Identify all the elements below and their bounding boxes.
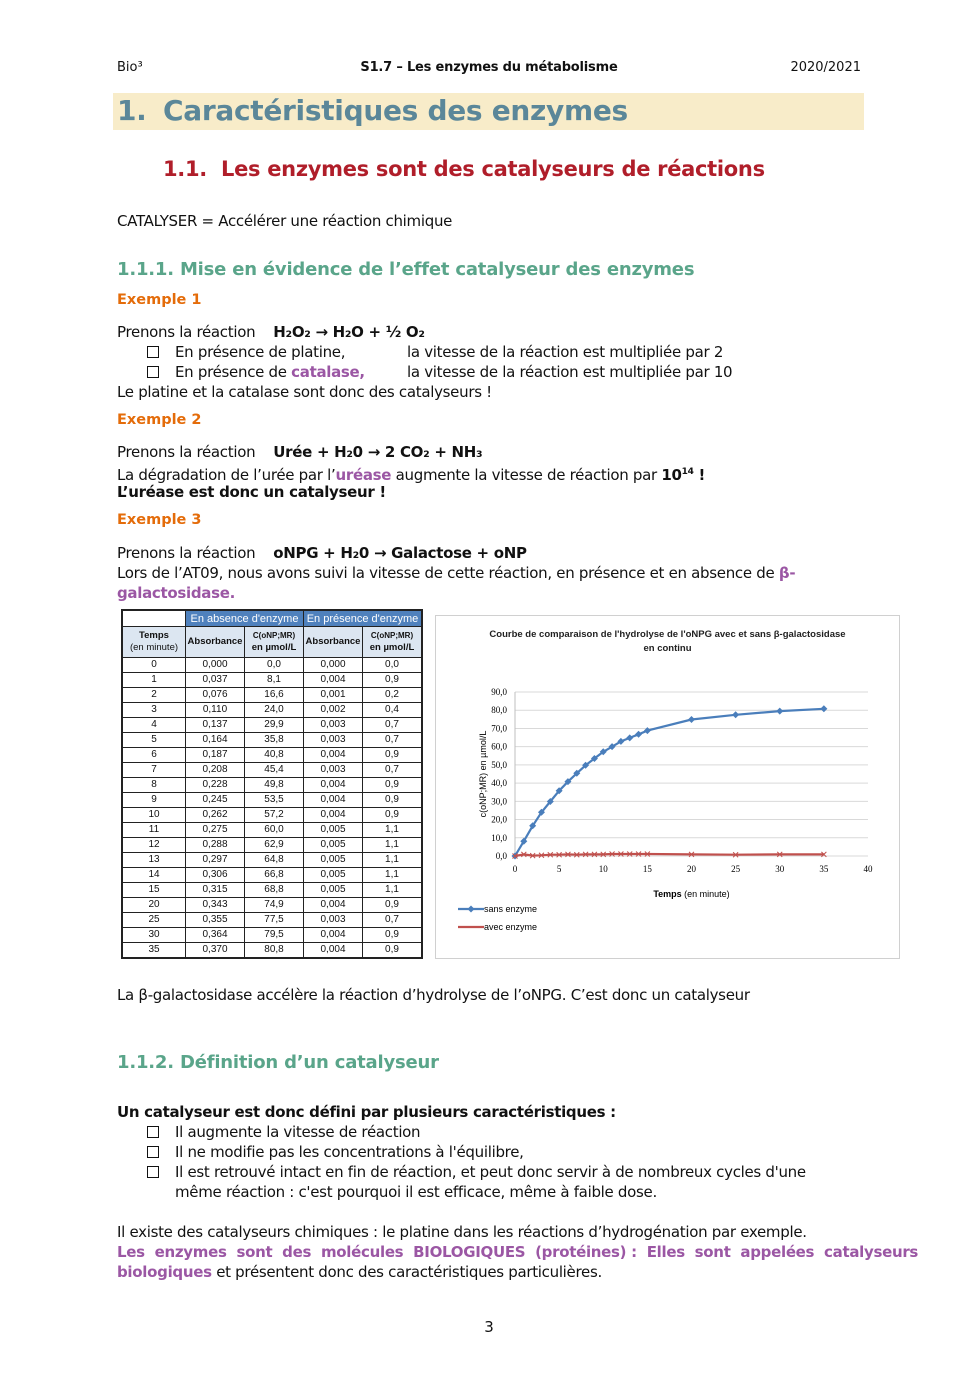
series-line-sans-enzyme — [515, 709, 824, 856]
table-cell: 0,005 — [304, 823, 363, 838]
table-cell: 0,005 — [304, 838, 363, 853]
legend-label: sans enzyme — [484, 904, 538, 914]
table-cell: 20 — [122, 898, 186, 913]
table-cell: 4 — [122, 718, 186, 733]
table-cell: 6 — [122, 748, 186, 763]
exemple-1-label: Exemple 1 — [117, 292, 202, 308]
table-cell: 0,004 — [304, 943, 363, 959]
x-tick-label: 35 — [819, 864, 829, 874]
table-cell: 1,1 — [363, 838, 423, 853]
exemple-1-bullet-1 — [117, 342, 723, 362]
y-tick-label: 90,0 — [491, 687, 507, 697]
y-tick-label: 40,0 — [491, 778, 507, 789]
table-cell: 8,1 — [245, 673, 304, 688]
x-tick-label: 40 — [863, 864, 873, 874]
col-header-time — [122, 627, 186, 658]
table-cell: 0,9 — [363, 793, 423, 808]
table-cell: 0,004 — [304, 928, 363, 943]
table-row — [122, 673, 422, 688]
table-cell: 40,8 — [245, 748, 304, 763]
table-cell: 0,275 — [186, 823, 245, 838]
col-header-absorbance: Absorbance — [304, 627, 363, 658]
table-cell: 0,245 — [186, 793, 245, 808]
data-point-marker — [776, 708, 783, 715]
table-cell: 66,8 — [245, 868, 304, 883]
exemple-3-reaction-line — [117, 543, 527, 563]
reaction-intro: Prenons la réaction — [117, 443, 256, 461]
table-cell: 0,004 — [304, 748, 363, 763]
reaction-equation: Urée + H₂0 → 2 CO₂ + NH₃ — [273, 443, 483, 461]
table-cell: 0,076 — [186, 688, 245, 703]
table-cell: 0,2 — [363, 688, 423, 703]
table-cell: 0,003 — [304, 763, 363, 778]
table-cell: 0,003 — [304, 913, 363, 928]
group-header-presence: En présence d'enzyme — [304, 610, 423, 627]
table-cell: 0 — [122, 658, 186, 673]
exemple-1-bullet-2 — [117, 362, 732, 382]
table-cell: 1,1 — [363, 823, 423, 838]
col-header-concentration — [245, 627, 304, 658]
table-row — [122, 928, 422, 943]
header-year: 2020/2021 — [790, 60, 861, 75]
table-cell: 1,1 — [363, 853, 423, 868]
x-tick-label: 20 — [687, 864, 696, 874]
biologiques-highlight: biologiques — [117, 1263, 212, 1281]
bullet-right: la vitesse de la réaction est multipliée par 10 — [407, 363, 733, 381]
table-cell: 0,110 — [186, 703, 245, 718]
header-title: S1.7 – Les enzymes du métabolisme — [360, 60, 618, 75]
page-number: 3 — [484, 1318, 494, 1336]
table-cell: 0,137 — [186, 718, 245, 733]
table-cell: 1,1 — [363, 883, 423, 898]
x-tick-label: 0 — [512, 864, 518, 874]
table-cell: 0,187 — [186, 748, 245, 763]
table-row — [122, 778, 422, 793]
table-cell: 49,8 — [245, 778, 304, 793]
table-cell: 0,228 — [186, 778, 245, 793]
table-cell: 7 — [122, 763, 186, 778]
checkbox-bullet-icon — [147, 1126, 159, 1138]
table-cell: 13 — [122, 853, 186, 868]
table-cell: 0,306 — [186, 868, 245, 883]
table-cell: 45,4 — [245, 763, 304, 778]
y-tick-label: 10,0 — [491, 832, 507, 843]
exemple-2-conclusion: L’uréase est donc un catalyseur ! — [117, 483, 386, 501]
section-1-heading — [117, 94, 628, 127]
exemple-1-reaction-line — [117, 322, 425, 342]
table-cell: 0,7 — [363, 913, 423, 928]
table-row — [122, 733, 422, 748]
table-cell: 30 — [122, 928, 186, 943]
checkbox-bullet-icon — [147, 1166, 159, 1178]
table-cell: 0,9 — [363, 748, 423, 763]
concentration-unit: en µmol/L — [251, 642, 297, 653]
table-cell: 2 — [122, 688, 186, 703]
data-point-marker — [688, 716, 695, 723]
y-tick-label: 70,0 — [491, 723, 507, 734]
x-tick-label: 25 — [731, 864, 741, 874]
x-tick-label: 5 — [556, 864, 562, 874]
table-cell: 15 — [122, 883, 186, 898]
section-1-1-number: 1.1. — [163, 157, 207, 181]
section-1-1-heading — [163, 157, 765, 181]
legend-marker — [468, 906, 475, 913]
table-cell: 29,9 — [245, 718, 304, 733]
definition-bullet-1 — [117, 1122, 420, 1142]
table-row — [122, 808, 422, 823]
bullet-left: En présence de — [175, 363, 292, 381]
table-cell: 0,297 — [186, 853, 245, 868]
section-1-1-title: Les enzymes sont des catalyseurs de réactions — [221, 157, 765, 181]
table-cell: 68,8 — [245, 883, 304, 898]
table-cell: 0,003 — [304, 733, 363, 748]
exemple-3-conclusion: La β-galactosidase accélère la réaction d’hydrolyse de l’oNPG. C’est donc un catalyseur — [117, 986, 750, 1004]
table-cell: 0,9 — [363, 943, 423, 959]
y-tick-label: 0,0 — [495, 851, 507, 861]
closing-line-2: Les enzymes sont des molécules BIOLOGIQUES (protéines) : Elles sont appelées catalyseurs — [117, 1243, 919, 1261]
section-1-1-2-heading: 1.1.2. Définition d’un catalyseur — [117, 1052, 439, 1073]
chart-plot — [436, 616, 899, 958]
section-1-1-1-heading: 1.1.1. Mise en évidence de l’effet catalyseur des enzymes — [117, 259, 695, 280]
table-cell: 10 — [122, 808, 186, 823]
definition-bullet-3 — [117, 1162, 806, 1182]
text: et présentent donc des caractéristiques particulières. — [211, 1263, 602, 1281]
table-cell: 25 — [122, 913, 186, 928]
table-cell: 0,037 — [186, 673, 245, 688]
table-row — [122, 718, 422, 733]
factor-base: 10 — [661, 466, 682, 484]
table-cell: 0,005 — [304, 853, 363, 868]
table-cell: 0,002 — [304, 703, 363, 718]
table-cell: 0,355 — [186, 913, 245, 928]
factor-exponent: 14 — [681, 467, 694, 477]
table-cell: 8 — [122, 778, 186, 793]
table-row — [122, 868, 422, 883]
table-cell: 79,5 — [245, 928, 304, 943]
data-point-marker — [732, 711, 739, 718]
col-header-concentration — [363, 627, 423, 658]
table-cell: 0,9 — [363, 808, 423, 823]
checkbox-bullet-icon — [147, 346, 159, 358]
table-cell: 0,0 — [245, 658, 304, 673]
text: augmente la vitesse de réaction par — [391, 466, 662, 484]
table-cell: 0,000 — [186, 658, 245, 673]
section-1-number: 1. — [117, 94, 147, 127]
data-point-marker — [626, 734, 633, 741]
col-header-absorbance: Absorbance — [186, 627, 245, 658]
x-tick-label: 15 — [642, 864, 652, 874]
exemple-3-label: Exemple 3 — [117, 512, 202, 528]
data-point-marker — [820, 705, 827, 712]
y-tick-label: 80,0 — [491, 705, 507, 716]
closing-line-1: Il existe des catalyseurs chimiques : le platine dans les réactions d’hydrogénation par exemple. — [117, 1223, 807, 1241]
table-row — [122, 703, 422, 718]
bullet-text: Il augmente la vitesse de réaction — [175, 1123, 421, 1141]
table-cell: 0,9 — [363, 673, 423, 688]
exemple-2-label: Exemple 2 — [117, 412, 202, 428]
exemple-3-at09-line — [117, 563, 795, 583]
table-cell: 0,4 — [363, 703, 423, 718]
table-cell: 0,315 — [186, 883, 245, 898]
col-header-time-title: Temps — [139, 630, 169, 641]
table-cell: 0,0 — [363, 658, 423, 673]
y-tick-label: 50,0 — [491, 759, 507, 770]
definition-lead: Un catalyseur est donc défini par plusieurs caractéristiques : — [117, 1103, 616, 1121]
table-cell: 64,8 — [245, 853, 304, 868]
table-row — [122, 823, 422, 838]
table-cell: 1 — [122, 673, 186, 688]
section-1-title: Caractéristiques des enzymes — [163, 94, 628, 127]
table-cell: 12 — [122, 838, 186, 853]
table-cell: 62,9 — [245, 838, 304, 853]
table-row — [122, 748, 422, 763]
table-row — [122, 658, 422, 673]
table-row — [122, 793, 422, 808]
x-tick-label: 30 — [775, 864, 785, 874]
reaction-equation: oNPG + H₂0 → Galactose + oNP — [273, 544, 527, 562]
galactosidase-highlight: galactosidase. — [117, 584, 236, 602]
catalyser-definition: CATALYSER = Accélérer une réaction chimique — [117, 212, 453, 230]
col-header-time-unit: (en minute) — [129, 642, 179, 653]
table-row — [122, 943, 422, 959]
table-cell: 16,6 — [245, 688, 304, 703]
y-tick-label: 20,0 — [491, 814, 507, 825]
bullet-text: Il est retrouvé intact en fin de réaction, et peut donc servir à de nombreux cycles d'une — [175, 1163, 806, 1181]
concentration-symbol: C(oNP;MR) — [370, 631, 414, 640]
bullet-right: la vitesse de la réaction est multipliée par 2 — [407, 343, 724, 361]
table-cell: 9 — [122, 793, 186, 808]
text: Lors de l’AT09, nous avons suivi la vitesse de cette réaction, en présence et en absence de — [117, 564, 779, 582]
reaction-equation: H₂O₂ → H₂O + ½ O₂ — [273, 323, 425, 341]
table-cell: 0,9 — [363, 928, 423, 943]
table-cell: 11 — [122, 823, 186, 838]
data-point-marker — [635, 731, 642, 738]
table-cell: 0,9 — [363, 898, 423, 913]
table-cell: 0,262 — [186, 808, 245, 823]
table-cell: 0,364 — [186, 928, 245, 943]
table-cell: 57,2 — [245, 808, 304, 823]
closing-line-3 — [117, 1262, 602, 1282]
table-cell: 0,004 — [304, 793, 363, 808]
exemple-1-conclusion: Le platine et la catalase sont donc des catalyseurs ! — [117, 383, 492, 401]
table-row — [122, 853, 422, 868]
table-cell: 0,000 — [304, 658, 363, 673]
beta-highlight: β- — [778, 564, 796, 582]
table-row — [122, 898, 422, 913]
table-cell: 0,005 — [304, 868, 363, 883]
table-cell: 0,7 — [363, 733, 423, 748]
exemple-2-reaction-line — [117, 442, 482, 462]
group-header-absence: En absence d'enzyme — [186, 610, 304, 627]
table-cell: 0,9 — [363, 778, 423, 793]
hydrolysis-chart — [435, 615, 900, 959]
table-corner — [122, 610, 186, 627]
checkbox-bullet-icon — [147, 366, 159, 378]
reaction-intro: Prenons la réaction — [117, 544, 256, 562]
y-axis-label: c(oNP;MR) en µmol/L — [478, 730, 488, 818]
concentration-unit: en µmol/L — [369, 642, 415, 653]
table-cell: 0,004 — [304, 778, 363, 793]
table-cell: 77,5 — [245, 913, 304, 928]
table-cell: 74,9 — [245, 898, 304, 913]
concentration-symbol: C(oNP;MR) — [252, 631, 296, 640]
table-cell: 0,370 — [186, 943, 245, 959]
legend-label: avec enzyme — [484, 922, 538, 932]
absorbance-data-table — [121, 609, 423, 959]
definition-bullet-3-continued: même réaction : c'est pourquoi il est efficace, même à faible dose. — [175, 1183, 657, 1201]
header-course: Bio³ — [117, 60, 143, 75]
table-row — [122, 883, 422, 898]
table-cell: 35 — [122, 943, 186, 959]
table-row — [122, 913, 422, 928]
table-cell: 0,164 — [186, 733, 245, 748]
x-tick-label: 10 — [598, 864, 608, 874]
definition-bullet-2 — [117, 1142, 524, 1162]
table-cell: 0,288 — [186, 838, 245, 853]
urease-highlight: uréase — [335, 466, 392, 484]
table-cell: 80,8 — [245, 943, 304, 959]
table-cell: 0,004 — [304, 673, 363, 688]
table-cell: 14 — [122, 868, 186, 883]
catalase-highlight: catalase, — [291, 363, 365, 381]
table-row — [122, 838, 422, 853]
table-cell: 0,001 — [304, 688, 363, 703]
table-cell: 0,208 — [186, 763, 245, 778]
table-cell: 0,005 — [304, 883, 363, 898]
x-axis-label: Temps (en minute) — [653, 889, 730, 899]
table-cell: 5 — [122, 733, 186, 748]
table-cell: 0,003 — [304, 718, 363, 733]
y-tick-label: 30,0 — [491, 796, 507, 807]
reaction-intro: Prenons la réaction — [117, 323, 256, 341]
table-cell: 0,004 — [304, 898, 363, 913]
bullet-text: Il ne modifie pas les concentrations à l'équilibre, — [175, 1143, 524, 1161]
table-cell: 53,5 — [245, 793, 304, 808]
table-cell: 0,7 — [363, 718, 423, 733]
table-cell: 0,343 — [186, 898, 245, 913]
table-row — [122, 688, 422, 703]
bullet-left: En présence de platine, — [175, 343, 346, 361]
table-cell: 1,1 — [363, 868, 423, 883]
table-cell: 35,8 — [245, 733, 304, 748]
table-cell: 60,0 — [245, 823, 304, 838]
chart-title: Courbe de comparaison de l'hydrolyse de l'oNPG avec et sans β-galactosidase en continu — [489, 629, 846, 654]
checkbox-bullet-icon — [147, 1146, 159, 1158]
table-cell: 3 — [122, 703, 186, 718]
table-cell: 0,004 — [304, 808, 363, 823]
table-cell: 0,7 — [363, 763, 423, 778]
text: ! — [693, 466, 706, 484]
y-tick-label: 60,0 — [491, 741, 507, 752]
table-row — [122, 763, 422, 778]
table-cell: 24,0 — [245, 703, 304, 718]
text: La dégradation de l’urée par l’ — [117, 466, 336, 484]
